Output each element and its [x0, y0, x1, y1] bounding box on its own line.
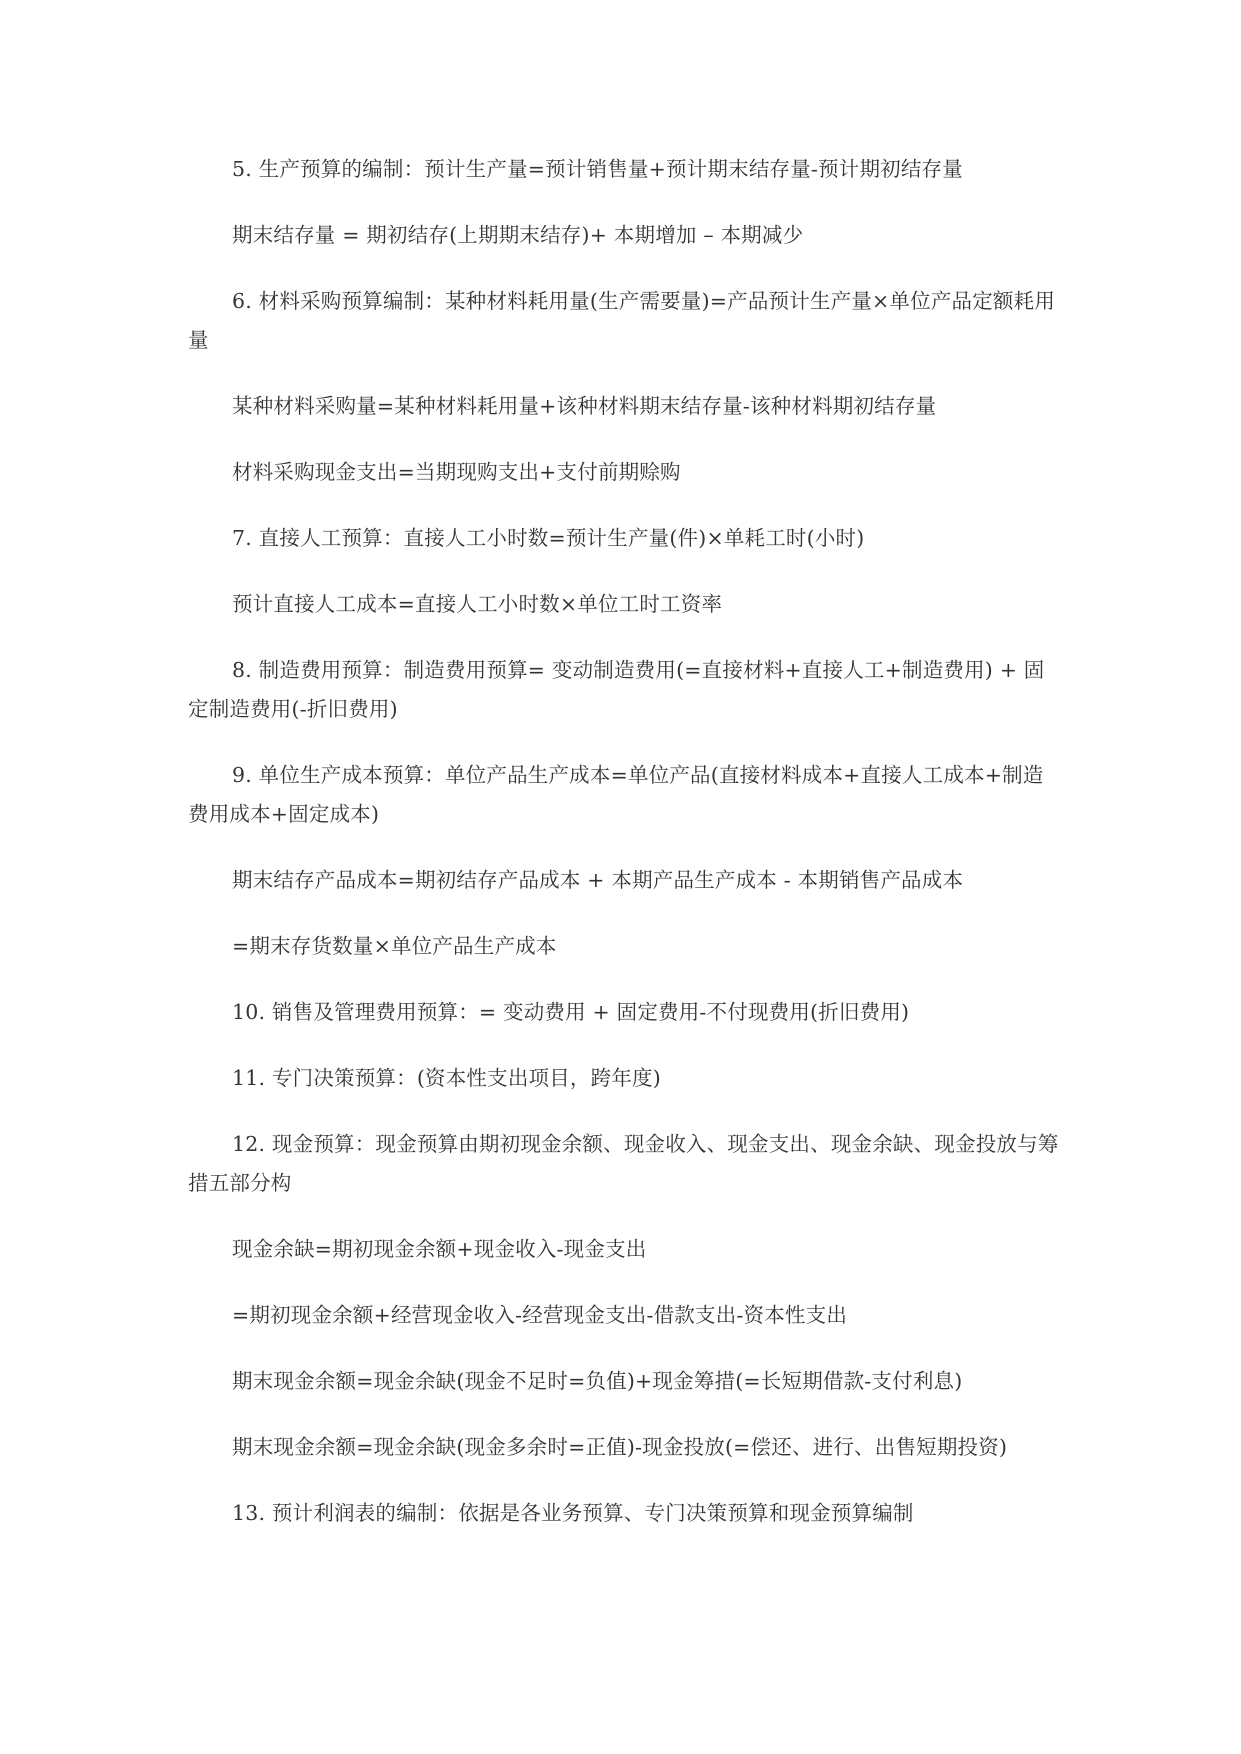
paragraph-direct-labor-budget: 7. 直接人工预算：直接人工小时数=预计生产量(件)×单耗工时(小时) — [232, 526, 865, 550]
paragraph-selling-admin-budget: 10. 销售及管理费用预算：= 变动费用 + 固定费用-不付现费用(折旧费用) — [232, 1000, 910, 1024]
paragraph-unit-cost-budget: 9. 单位生产成本预算：单位产品生产成本=单位产品(直接材料成本+直接人工成本+制造费用成本+固定成本) — [188, 763, 1044, 826]
paragraph-material-purchase-budget: 6. 材料采购预算编制：某种材料耗用量(生产需要量)=产品预计生产量×单位产品定额耗用量 — [188, 289, 1056, 352]
paragraph-ending-inventory: 期末结存量 = 期初结存(上期期末结存)+ 本期增加 – 本期减少 — [232, 223, 804, 247]
paragraph-ending-product-cost: 期末结存产品成本=期初结存产品成本 + 本期产品生产成本 - 本期销售产品成本 — [232, 868, 964, 892]
paragraph-material-purchase-quantity: 某种材料采购量=某种材料耗用量+该种材料期末结存量-该种材料期初结存量 — [232, 394, 937, 418]
paragraph-projected-income-statement: 13. 预计利润表的编制：依据是各业务预算、专门决策预算和现金预算编制 — [232, 1501, 914, 1525]
paragraph-cash-budget: 12. 现金预算：现金预算由期初现金余额、现金收入、现金支出、现金余缺、现金投放与筹措五部分构 — [188, 1132, 1059, 1195]
document-body — [188, 150, 1063, 1560]
paragraph-material-cash-payment: 材料采购现金支出=当期现购支出+支付前期赊购 — [232, 460, 681, 484]
paragraph-cash-surplus-deficit-detail: =期初现金余额+经营现金收入-经营现金支出-借款支出-资本性支出 — [232, 1303, 848, 1327]
paragraph-ending-cash-shortage: 期末现金余额=现金余缺(现金不足时=负值)+现金筹措(=长短期借款-支付利息) — [232, 1369, 963, 1393]
paragraph-production-budget: 5. 生产预算的编制：预计生产量=预计销售量+预计期末结存量-预计期初结存量 — [232, 157, 963, 181]
paragraph-ending-product-cost-alt: =期末存货数量×单位产品生产成本 — [232, 934, 557, 958]
paragraph-overhead-budget: 8. 制造费用预算：制造费用预算= 变动制造费用(=直接材料+直接人工+制造费用) + 固定制造费用(-折旧费用) — [188, 658, 1045, 721]
paragraph-cash-surplus-deficit: 现金余缺=期初现金余额+现金收入-现金支出 — [232, 1237, 647, 1261]
paragraph-direct-labor-cost: 预计直接人工成本=直接人工小时数×单位工时工资率 — [232, 592, 723, 616]
paragraph-special-decision-budget: 11. 专门决策预算：(资本性支出项目，跨年度) — [232, 1066, 661, 1090]
paragraph-ending-cash-surplus: 期末现金余额=现金余缺(现金多余时=正值)-现金投放(=偿还、进行、出售短期投资) — [232, 1435, 1008, 1459]
